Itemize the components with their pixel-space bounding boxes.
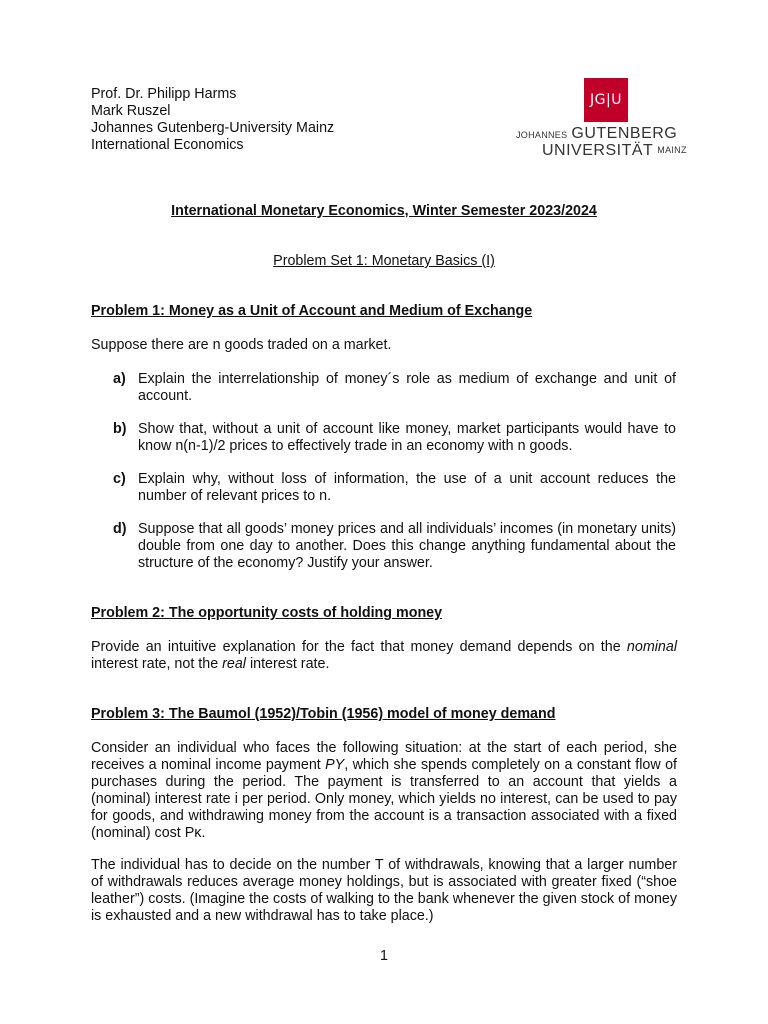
author-block [91, 86, 334, 154]
problem1-item-c [113, 471, 676, 505]
author-line: Johannes Gutenberg-University Mainz [91, 120, 335, 136]
item-text: Explain the interrelationship of money´s role as medium of exchange and unit of account. [138, 371, 676, 404]
logo-johannes: JOHANNES [516, 130, 568, 140]
problem2-real: real [222, 656, 246, 672]
item-label: c) [113, 471, 126, 487]
problem3-py: PY [325, 757, 345, 773]
logo-mainz: MAINZ [657, 145, 687, 155]
problem1-intro: Suppose there are n goods traded on a market. [91, 337, 392, 353]
problem1-item-a [113, 371, 676, 405]
page-number: 1 [380, 948, 388, 964]
problem3-kappa: κ [194, 825, 202, 841]
item-label: b) [113, 421, 127, 437]
problem2-text [91, 639, 677, 673]
problem3-p1-a: Consider an individual who faces the following situation: at the start of each period, she receives a nominal income payment [91, 740, 677, 773]
problem2-heading-text: Problem 2: The opportunity costs of holding money [91, 605, 443, 621]
university-logo [516, 78, 687, 159]
problem3-paragraph-2: The individual has to decide on the number T of withdrawals, knowing that a larger number of withdrawals reduces average money holdings, but is associated with greater fixed (“shoe leather”) costs. (Imagine the costs of walking to the bank whenever the given stock of money is exhausted and a new withdrawal has to take place.) [91, 857, 677, 924]
problem2-heading [91, 605, 677, 622]
problem2-nominal: nominal [626, 639, 677, 655]
problem3-p1-c: . [201, 825, 206, 841]
problem1-item-d [113, 521, 676, 572]
problem3-heading-text: Problem 3: The Baumol (1952)/Tobin (1956) model of money demand [91, 706, 556, 722]
author-line: Prof. Dr. Philipp Harms [91, 86, 237, 102]
logo-box: JG|U [584, 78, 628, 122]
item-label: a) [113, 371, 126, 387]
problem3-heading [91, 706, 677, 723]
item-text: Suppose that all goods’ money prices and all individuals’ incomes (in monetary units) double from one day to another. Does this change anything fundamental about the structure of the economy? Justify your answer. [138, 521, 676, 571]
item-text: Show that, without a unit of account like money, market participants would have to know n(n-1)/2 prices to effectively trade in an economy with n goods. [138, 421, 676, 454]
problem1-heading [91, 303, 677, 320]
problem2-text-1: Provide an intuitive explanation for the fact that money demand depends on the [91, 639, 627, 655]
item-text: Explain why, without loss of information, the use of a unit account reduces the number of relevant prices to n. [138, 471, 676, 504]
problem-set-title: Problem Set 1: Monetary Basics (I) [273, 253, 495, 269]
problem3-p1-b: , which she spends completely on a constant flow of purchases during the period. The payment is transferred to an account that yields a (nominal) interest rate i per period. Only money, which yields no interest, can be used to pay for goods, and withdrawing money from the account is a transaction associated with a fixed (nominal) cost P [91, 757, 677, 841]
author-line: Mark Ruszel [91, 103, 171, 119]
item-label: d) [113, 521, 127, 537]
logo-gutenberg: GUTENBERG [571, 125, 678, 142]
logo-line-2 [542, 142, 687, 160]
problem2-text-2: interest rate, not the [91, 656, 223, 672]
logo-universitaet: UNIVERSITÄT [542, 142, 654, 159]
problem1-heading-text: Problem 1: Money as a Unit of Account and Medium of Exchange [91, 303, 533, 319]
problem2-text-3: interest rate. [245, 656, 330, 672]
problem1-item-b [113, 421, 676, 455]
problem3-paragraph-1 [91, 740, 677, 842]
author-line: International Economics [91, 137, 244, 153]
course-title: International Monetary Economics, Winter Semester 2023/2024 [171, 203, 597, 219]
